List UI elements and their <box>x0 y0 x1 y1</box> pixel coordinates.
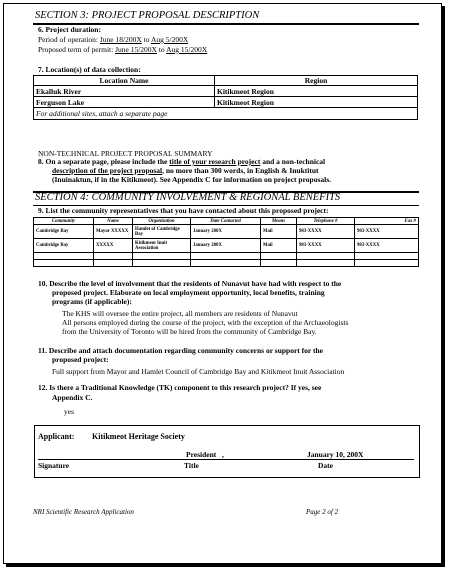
footer-left: NRI Scientific Research Application <box>33 508 134 516</box>
locations-table <box>33 75 418 120</box>
rep-header: Date Contacted <box>191 218 261 225</box>
q8-text: 8. On a separate page, please include the <box>38 157 168 166</box>
loc-cell: Ferguson Lake <box>34 97 215 108</box>
rep-cell: Mail <box>261 239 297 253</box>
rep-cell <box>133 253 191 260</box>
applicant-value: Kitikmeot Heritage Society <box>92 432 185 441</box>
rep-cell <box>297 260 355 267</box>
section4-heading: SECTION 4: COMMUNITY INVOLVEMENT & REGIONAL BENEFITS <box>35 192 341 203</box>
date-label: Date <box>318 461 333 470</box>
table-row <box>34 108 418 120</box>
period-to: Aug 5/200X <box>150 35 189 44</box>
rep-cell <box>191 253 261 260</box>
period-label: Period of operation: <box>38 35 98 44</box>
q8-text: and a non-technical <box>262 157 326 166</box>
table-header-row <box>34 76 418 86</box>
rep-cell: 983-XXXX <box>297 239 355 253</box>
proposed-label: Proposed term of permit: <box>38 45 114 54</box>
table-row <box>34 86 418 97</box>
section4-rule-top <box>33 191 419 193</box>
rep-cell: XXXXX <box>94 239 133 253</box>
date-value: January 10, 200X <box>307 450 364 459</box>
table-row <box>34 260 419 267</box>
q8-description-underlined: description of the project proposal <box>52 166 163 175</box>
loc-cell: Kitikmeot Region <box>215 97 418 108</box>
proposed-row <box>38 45 207 54</box>
rep-cell: Mail <box>261 225 297 239</box>
rep-header: Organization <box>133 218 191 225</box>
q7-label: 7. Location(s) of data collection: <box>38 65 141 74</box>
table-row <box>34 253 419 260</box>
q11-line1: 11. Describe and attach documentation regarding community concerns or support for the <box>38 346 323 355</box>
rep-cell <box>34 260 94 267</box>
q8-text: , no more than 300 words, in English & Inuktitut <box>162 166 319 175</box>
rep-cell <box>261 260 297 267</box>
rep-cell <box>355 260 419 267</box>
rep-cell <box>261 253 297 260</box>
period-from: June 18/200X <box>99 35 142 44</box>
rep-cell: 983-XXXX <box>355 239 419 253</box>
q11-answer: Full support from Mayor and Hamlet Council of Cambridge Bay and Kitikmeot Inuit Association <box>52 367 345 376</box>
rep-cell <box>191 260 261 267</box>
rep-header: Fax # <box>355 218 419 225</box>
proposed-to-word: to <box>158 45 165 54</box>
q8-line2 <box>52 166 319 175</box>
rep-cell <box>34 253 94 260</box>
proposed-to: Aug 15/200X <box>166 45 208 54</box>
q9-label: 9. List the community representatives that you have contacted about this proposed project: <box>38 206 329 215</box>
rep-cell <box>355 253 419 260</box>
q12-line1: 12. Is there a Traditional Knowledge (TK) component to this research project? If yes, see <box>38 383 322 392</box>
rep-cell: Mayor XXXXX <box>94 225 133 239</box>
rep-header: Community <box>34 218 94 225</box>
q8-title-underlined: title of your research project <box>169 157 261 166</box>
title-label: Title <box>184 461 199 470</box>
rep-cell <box>94 253 133 260</box>
q12-line2: Appendix C. <box>52 393 93 402</box>
loc-header-name: Location Name <box>34 76 215 86</box>
period-row <box>38 35 188 44</box>
table-row <box>34 239 419 253</box>
nontech-title: NON-TECHNICAL PROJECT PROPOSAL SUMMARY <box>38 149 213 158</box>
loc-cell: Kitikmeot Region <box>215 86 418 97</box>
q8-line1 <box>38 157 325 166</box>
section3-heading: SECTION 3: PROJECT PROPOSAL DESCRIPTION <box>35 10 260 21</box>
q10-line1: 10. Describe the level of involvement that the residents of Nunavut have had with respect to the <box>38 279 342 288</box>
period-to-word: to <box>143 35 150 44</box>
proposed-from: June 15/200X <box>115 45 157 54</box>
rep-cell <box>297 253 355 260</box>
rep-cell: January 200X <box>191 239 261 253</box>
title-separator: , <box>222 450 224 459</box>
table-row <box>34 225 419 239</box>
q10-line3: programs (if applicable): <box>52 297 132 306</box>
rep-header: Name <box>94 218 133 225</box>
table-row <box>34 97 418 108</box>
loc-cell: Ekalluk River <box>34 86 215 97</box>
q8-line3: (Inuinaktun, if in the Kitikmeot). See Appendix C for information on project proposals. <box>52 175 331 184</box>
title-value: President <box>186 450 217 459</box>
rep-header: Means <box>261 218 297 225</box>
q11-line2: proposed project: <box>52 355 109 364</box>
signature-label: Signature <box>38 461 70 470</box>
q12-answer: yes <box>64 407 74 416</box>
rep-cell: Hamlet of Cambridge Bay <box>133 225 191 239</box>
footer-page-number: Page 2 of 2 <box>306 508 339 516</box>
rep-cell: 983-XXXX <box>297 225 355 239</box>
rep-cell <box>94 260 133 267</box>
q10-answer3: from the University of Toronto will be hired from the community of Cambridge Bay. <box>62 327 317 336</box>
loc-header-region: Region <box>215 76 418 86</box>
rep-cell <box>133 260 191 267</box>
representatives-table <box>33 217 419 267</box>
q10-answer2: All persons employed during the course of the project, with the exception of the Archaeologists <box>62 318 349 327</box>
loc-note: For additional sites, attach a separate page <box>34 108 418 120</box>
rep-cell: Cambridge Bay <box>34 239 94 253</box>
applicant-label: Applicant: <box>38 432 75 441</box>
rep-cell: Kitikmeot Inuit Association <box>133 239 191 253</box>
q6-label: 6. Project duration: <box>38 25 101 34</box>
rep-cell: Cambridge Bay <box>34 225 94 239</box>
rep-header: Telephone # <box>297 218 355 225</box>
q10-answer1: The KHS will oversee the entire project, all members are residents of Nunavut <box>62 309 298 318</box>
rep-cell: January 200X <box>191 225 261 239</box>
q10-line2: proposed project. Elaborate on local employment opportunity, local benefits, training <box>52 288 325 297</box>
table-header-row <box>34 218 419 225</box>
rep-cell: 983-XXXX <box>355 225 419 239</box>
signature-line <box>38 459 414 460</box>
